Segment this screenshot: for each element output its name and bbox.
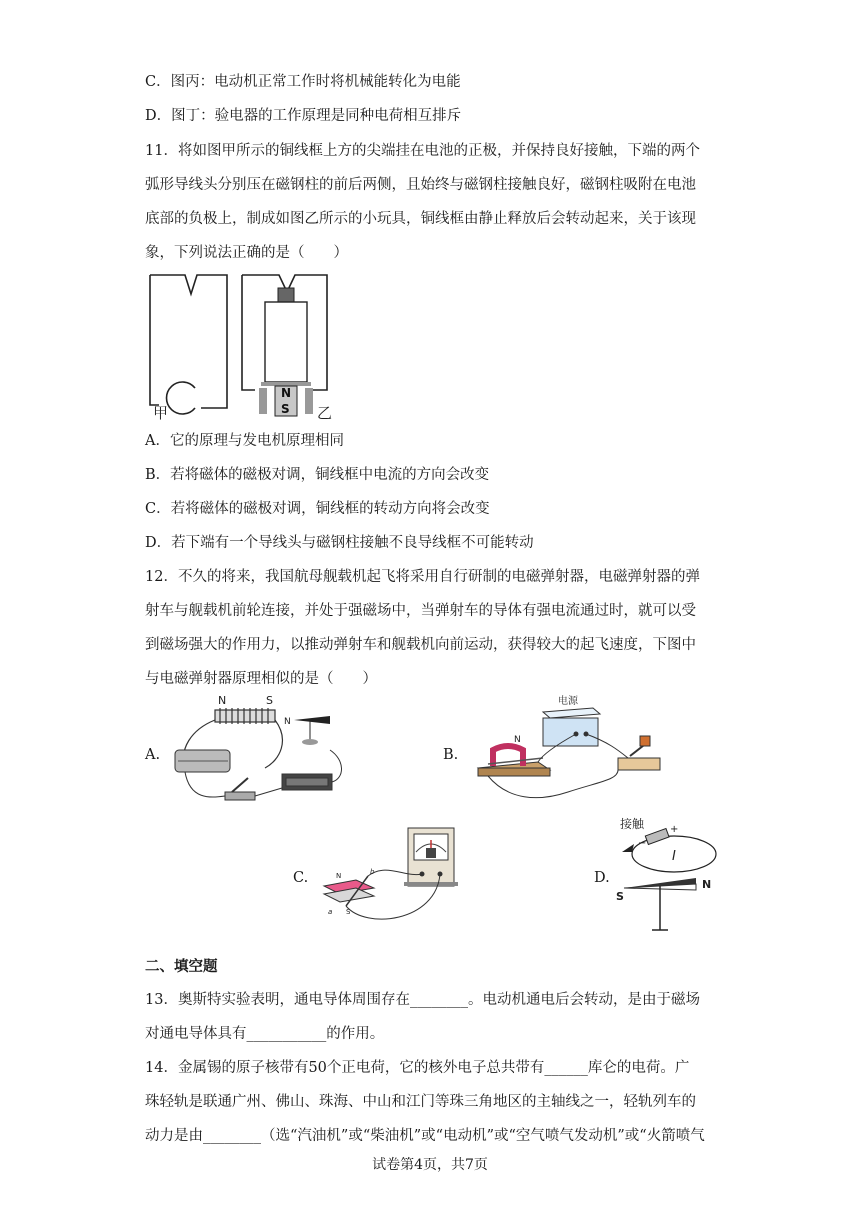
compass-needle: [284, 716, 330, 745]
horseshoe-magnet: [324, 876, 374, 906]
copper-frame-jia: [150, 275, 227, 414]
c-n-label: N: [336, 872, 342, 880]
figure-12c-generator: [316, 822, 466, 930]
q11-option-b: B．若将磁体的磁极对调，铜线框中电流的方向会改变: [145, 467, 490, 483]
q11-option-a: A．它的原理与发电机原理相同: [145, 433, 344, 449]
q12-option-c-label: C.: [293, 870, 309, 886]
a-s-label: S: [266, 694, 273, 707]
question-12-line2: 射车与舰载机前轮连接，并处于强磁场中，当弹射车的导体有强电流通过时，就可以受: [145, 603, 696, 619]
question-13-line2: 对通电导体具有___________的作用。: [145, 1026, 385, 1042]
d-current-label: I: [672, 849, 676, 864]
current-loop: [622, 828, 716, 872]
c-a-label: a: [328, 908, 333, 916]
question-12-line1: 12．不久的将来，我国航母舰载机起飞将采用自行研制的电磁弹射器，电磁弹射器的弹: [145, 569, 700, 585]
c-b-label: b: [370, 868, 375, 876]
switch-a: [225, 778, 255, 800]
battery-box-a: [282, 774, 332, 790]
d-n-label: N: [702, 878, 712, 891]
label-yi: 乙: [317, 404, 333, 422]
power-supply: [543, 708, 600, 746]
pole-s-label: S: [281, 402, 290, 416]
c-s-label: S: [346, 908, 351, 916]
question-11-line1: 11．将如图甲所示的铜线框上方的尖端挂在电池的正极，并保持良好接触，下端的两个: [145, 143, 700, 159]
figure-11: [145, 270, 345, 422]
q12-option-a-label: A.: [145, 747, 161, 763]
b-power-label: 电源: [558, 696, 578, 707]
question-11-line2: 弧形导线头分别压在磁钢柱的前后两侧，且始终与磁钢柱接触良好，磁钢柱吸附在电池: [145, 177, 696, 193]
d-contact-label: 接触: [620, 817, 645, 831]
rheostat: [175, 750, 230, 772]
page-footer: 试卷第4页，共7页: [372, 1157, 488, 1173]
option-c-q10: C．图丙：电动机正常工作时将机械能转化为电能: [145, 74, 461, 90]
question-12-line4: 与电磁弹射器原理相似的是（ ）: [145, 671, 377, 687]
question-14-line2: 珠轻轨是联通广州、佛山、珠海、中山和江门等珠三角地区的主轴线之一，轻轨列车的: [145, 1094, 696, 1110]
question-14-line1: 14．金属锡的原子核带有50个正电荷，它的核外电子总共带有______库仑的电荷。广: [145, 1060, 690, 1076]
label-jia: 甲: [153, 404, 169, 422]
q11-option-d: D．若下端有一个导线头与磁钢柱接触不良导线框不可能转动: [145, 535, 534, 551]
question-13-line1: 13．奥斯特实验表明，通电导体周围存在________。电动机通电后会转动，是由于磁场: [145, 992, 700, 1008]
question-11-line3: 底部的负极上，制成如图乙所示的小玩具，铜线框由静止释放后会转动起来，关于该现: [145, 211, 696, 227]
option-d-q10: D．图丁：验电器的工作原理是同种电荷相互排斥: [145, 108, 462, 124]
question-12-line3: 到磁场强大的作用力，以推动弹射车和舰载机向前运动，获得较大的起飞速度，下图中: [145, 637, 696, 653]
question-14-line3: 动力是由________（选“汽油机”或“柴油机”或“电动机”或“空气喷气发动机”或“火箭喷气: [145, 1128, 705, 1144]
q11-option-c: C．若将磁体的磁极对调，铜线框的转动方向将会改变: [145, 501, 490, 517]
section-title: 二、填空题: [145, 959, 218, 975]
pole-n-label: N: [281, 386, 292, 400]
a-needle-n-label: N: [284, 717, 291, 727]
b-n-label: N: [514, 735, 521, 745]
d-plus-label: +: [670, 824, 679, 835]
switch-b: [618, 736, 660, 770]
d-s-label: S: [616, 890, 624, 903]
figure-12a-oersted: [170, 690, 350, 810]
question-11-line4: 象，下列说法正确的是（ ）: [145, 245, 348, 261]
q12-option-d-label: D.: [594, 870, 610, 886]
figure-12b-motor-rails: [468, 692, 668, 804]
d-minus-label: −: [638, 838, 647, 849]
compass-d: [624, 878, 696, 930]
galvanometer: [404, 828, 458, 886]
q12-option-b-label: B.: [443, 747, 459, 763]
figure-12d-current-compass: [614, 812, 724, 938]
a-n-label: N: [218, 694, 227, 707]
